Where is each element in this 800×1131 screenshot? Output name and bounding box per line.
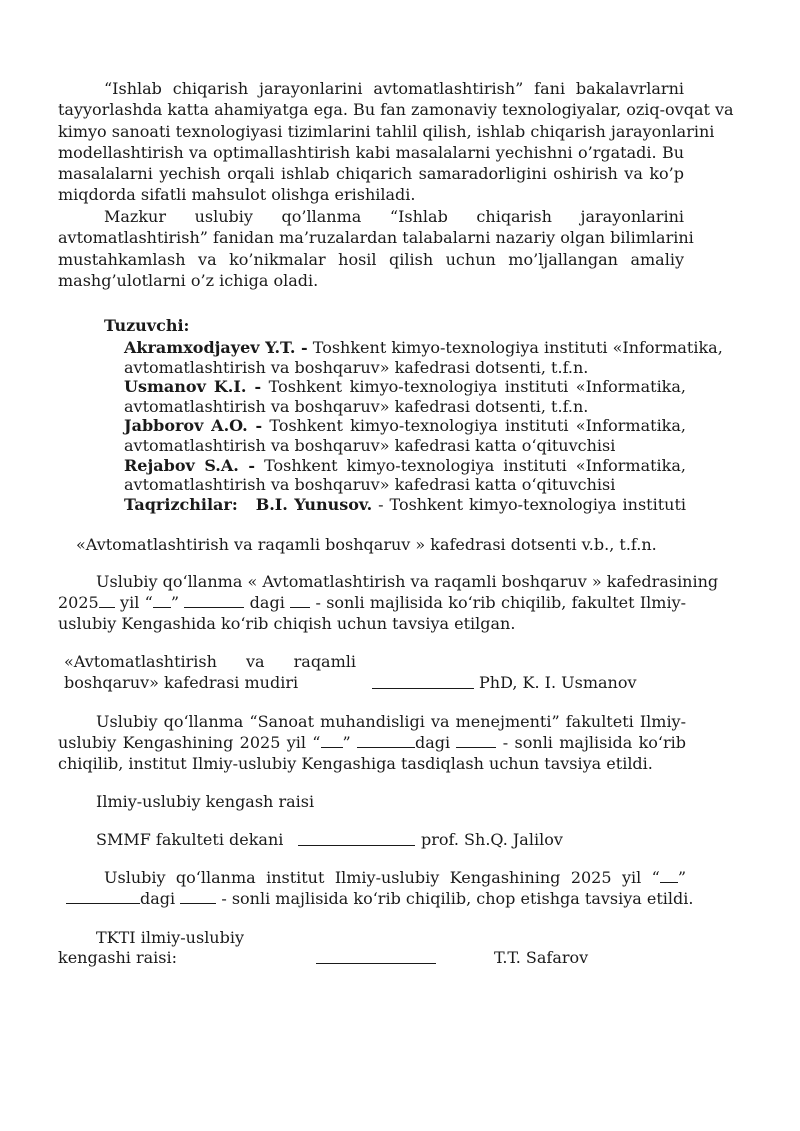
compiler-entry <box>124 416 686 455</box>
text-line: mustahkamlash va ko’nikmalar hosil qilish uchun mo’ljallangan amaliy <box>58 249 684 269</box>
text-segment: - sonli majlisida ko‘rib chiqilib, chop etishga tavsiya etildi. <box>216 889 694 908</box>
dept-head-name: PhD, K. I. Usmanov <box>479 673 637 692</box>
intro-paragraph-1 <box>58 78 734 206</box>
text-segment: yil “ <box>114 593 153 612</box>
compiler-affiliation: Toshkent kimyo-texnologiya instituti «Informatika, <box>307 338 723 357</box>
reviewer-line-1 <box>124 495 686 515</box>
dean-name: prof. Sh.Q. Jalilov <box>421 830 563 849</box>
text-segment: ” <box>342 733 358 752</box>
text-line: mashg’ulotlarni o’z ichiga oladi. <box>58 270 319 290</box>
text-segment: ” <box>170 593 185 612</box>
compiler-line-1 <box>124 416 686 436</box>
text-segment: dagi <box>415 733 457 752</box>
compiler-line-2: avtomatlashtirish va boshqaruv» kafedrasi dotsenti, t.f.n. <box>124 357 589 377</box>
dept-head-title-line-1 <box>64 652 356 672</box>
compiler-entry <box>124 377 686 416</box>
compiler-line-1 <box>124 338 723 358</box>
faculty-approval-text <box>58 733 686 753</box>
text-segment: - sonli majlisida ko‘rib chiqilib, fakultet Ilmiy- <box>310 593 687 612</box>
tkti-chair-title-line-2: kengashi raisi: <box>58 948 177 967</box>
text-segment: - sonli majlisida ko‘rib <box>496 733 687 752</box>
faculty-approval-line-2 <box>58 733 686 753</box>
dean-title: SMMF fakulteti dekani <box>96 830 284 849</box>
compiler-line-1 <box>124 456 686 476</box>
reviewer-name: B.I. Yunusov. <box>255 494 373 514</box>
compiler-line-1 <box>124 377 686 397</box>
text-line: “Ishlab chiqarish jarayonlarini avtomatlashtirish” fani bakalavrlarni <box>104 79 684 98</box>
text-line: kimyo sanoati texnologiyasi tizimlarini tahlil qilish, ishlab chiqarish jarayonlarini <box>58 121 715 141</box>
blank-field <box>99 593 115 608</box>
compiler-name: Akramxodjayev Y.T. - <box>124 338 308 357</box>
text-segment: Uslubiy qo‘llanma institut Ilmiy-uslubiy Kengashining 2025 yil “ <box>104 868 660 887</box>
blank-field <box>660 868 678 883</box>
compiler-name: Jabborov A.O. - <box>124 416 263 436</box>
faculty-approval-line-1 <box>96 712 686 732</box>
blank-field <box>184 593 244 608</box>
compiler-line-2: avtomatlashtirish va boshqaruv» kafedrasi katta o‘qituvchisi <box>124 435 616 455</box>
dept-head-title-text: «Avtomatlashtirish va raqamli <box>64 652 356 671</box>
tkti-chair-name: T.T. Safarov <box>494 948 589 967</box>
compiler-name: Rejabov S.A. - <box>124 455 256 475</box>
institute-approval-line-1 <box>104 868 686 888</box>
blank-field <box>357 733 415 748</box>
blank-field <box>456 733 496 748</box>
compiler-name: Usmanov K.I. - <box>124 377 262 397</box>
dept-head-title-line-2: boshqaruv» kafedrasi mudiri <box>64 673 299 692</box>
dept-approval-line-2 <box>58 593 686 613</box>
compiler-line-2: avtomatlashtirish va boshqaruv» kafedrasi dotsenti, t.f.n. <box>124 396 589 416</box>
text-segment: dagi <box>244 593 291 612</box>
compiler-affiliation: Toshkent kimyo-texnologiya instituti «Informatika, <box>261 377 687 397</box>
blank-field <box>153 593 171 608</box>
blank-field <box>180 889 216 904</box>
tkti-chair-title-line-1: TKTI ilmiy-uslubiy <box>96 928 245 947</box>
compilers-list <box>124 338 723 514</box>
compiler-affiliation: Toshkent kimyo-texnologiya instituti «Informatika, <box>262 416 687 436</box>
signature-line <box>316 949 436 964</box>
blank-field <box>321 733 343 748</box>
text-segment: uslubiy Kengashining 2025 yil “ <box>58 733 321 752</box>
compiler-line-2: avtomatlashtirish va boshqaruv» kafedrasi katta o‘qituvchisi <box>124 475 616 495</box>
compiler-entry <box>124 456 686 495</box>
signature-line <box>298 831 415 846</box>
institute-approval-line-2 <box>66 889 693 909</box>
text-line: tayyorlashda katta ahamiyatga ega. Bu fan zamonaviy texnologiyalar, oziq-ovqat va <box>58 100 734 120</box>
reviewer-affiliation: - Toshkent kimyo-texnologiya instituti <box>372 494 687 514</box>
compilers-heading <box>104 316 189 336</box>
compiler-affiliation: Toshkent kimyo-texnologiya instituti «Informatika, <box>255 455 686 475</box>
text-segment: dagi <box>140 889 181 908</box>
signature-line <box>372 674 474 689</box>
faculty-approval-text: Uslubiy qo‘llanma “Sanoat muhandisligi va menejmenti” fakulteti Ilmiy- <box>96 712 686 731</box>
reviewers-label: Taqrizchilar: <box>124 494 238 514</box>
text-line: Mazkur uslubiy qo’llanma “Ishlab chiqarish jarayonlarini <box>104 207 684 226</box>
year-text: 2025 <box>58 593 99 612</box>
text-line: modellashtirish va optimallashtirish kabi masalalarni yechishni o’rgatadi. Bu <box>58 142 684 162</box>
text-segment: ” <box>677 868 686 887</box>
dept-approval-line-3: uslubiy Kengashida ko‘rib chiqish uchun tavsiya etilgan. <box>58 614 516 633</box>
blank-field <box>66 889 140 904</box>
compiler-entry <box>124 338 723 377</box>
text-line: miqdorda sifatli mahsulot olishga erishiladi. <box>58 185 416 205</box>
blank-field <box>290 593 310 608</box>
dept-approval-text: Uslubiy qo‘llanma « Avtomatlashtirish va raqamli boshqaruv » kafedrasining <box>96 572 719 591</box>
council-chair-label: Ilmiy-uslubiy kengash raisi <box>96 792 315 811</box>
institute-approval-text <box>104 868 686 888</box>
faculty-approval-line-3: chiqilib, institut Ilmiy-uslubiy Kengashiga tasdiqlash uchun tavsiya etildi. <box>58 754 653 773</box>
compilers-heading-text: Tuzuvchi: <box>104 316 190 335</box>
dept-approval-line-1 <box>96 572 719 592</box>
intro-paragraph-2 <box>58 206 694 291</box>
dept-approval-text <box>58 593 686 613</box>
text-line: masalalarni yechish orqali ishlab chiqarich samaradorligini oshirish va ko’p <box>58 164 684 184</box>
text-line: avtomatlashtirish” fanidan ma’ruzalardan talabalarni nazariy olgan bilimlarini <box>58 228 694 248</box>
reviewer-line-2: «Avtomatlashtirish va raqamli boshqaruv » kafedrasi dotsenti v.b., t.f.n. <box>76 535 657 554</box>
